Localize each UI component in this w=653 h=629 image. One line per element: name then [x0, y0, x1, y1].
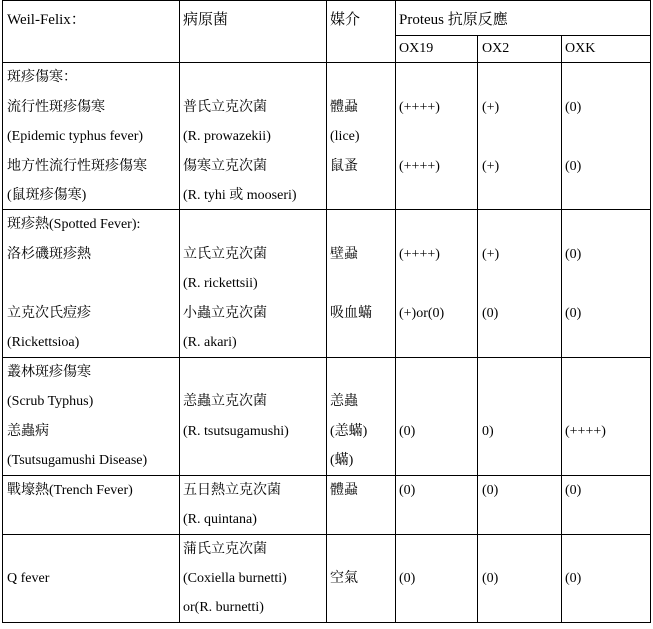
- pathogen-line: (R. rickettsii): [183, 276, 258, 291]
- pathogen-line: (Coxiella burnetti): [183, 571, 287, 586]
- disease-line: 流行性斑疹傷寒: [7, 100, 105, 115]
- pathogen-line: (R. tyhi 或 mooseri): [183, 188, 297, 203]
- disease-line: 地方性流行性斑疹傷寒: [7, 159, 147, 174]
- reaction-ox2: (0): [482, 306, 499, 321]
- disease-line: 洛杉磯斑疹熱: [7, 247, 91, 262]
- vector-line: 壁蝨: [330, 247, 358, 262]
- header-oxk: OXK: [565, 41, 596, 56]
- disease-line: (Tsutsugamushi Disease): [7, 453, 148, 468]
- pathogen-line: or(R. burnetti): [183, 600, 264, 615]
- disease-line: (Epidemic typhus fever): [7, 129, 144, 144]
- pathogen-line: (R. akari): [183, 335, 237, 350]
- header-weil-felix: Weil-Felix：: [7, 12, 86, 28]
- vector-line: 吸血蟎: [330, 306, 372, 321]
- header-sub-divider: [395, 35, 651, 36]
- reaction-ox2: (+): [482, 100, 500, 115]
- vector-line: (蟎): [330, 453, 354, 468]
- pathogen-line: 小蟲立克次菌: [183, 306, 267, 321]
- pathogen-line: 蒲氏立克次菌: [183, 542, 267, 557]
- header-pathogen: 病原菌: [183, 12, 229, 28]
- reaction-ox19: (+)or(0): [399, 306, 445, 321]
- disease-line: (Scrub Typhus): [7, 394, 94, 409]
- reaction-ox19: (0): [399, 571, 416, 586]
- disease-line: 立克次氏痘疹: [7, 306, 91, 321]
- reaction-ox19: (++++): [399, 100, 440, 115]
- reaction-ox2: (0): [482, 571, 499, 586]
- disease-line: 斑疹熱(Spotted Fever):: [7, 217, 141, 232]
- reaction-ox19: (0): [399, 483, 416, 498]
- pathogen-line: 五日熱立克次菌: [183, 483, 281, 498]
- pathogen-line: (R. quintana): [183, 512, 257, 527]
- col-divider-3: [395, 0, 396, 623]
- border-right: [650, 0, 651, 623]
- vector-line: 體蝨: [330, 100, 358, 115]
- disease-line: 斑疹傷寒：: [7, 70, 77, 85]
- reaction-ox19: (++++): [399, 159, 440, 174]
- vector-line: 鼠蚤: [330, 159, 358, 174]
- disease-line: (鼠斑疹傷寒): [7, 188, 87, 203]
- reaction-oxk: (0): [565, 571, 582, 586]
- reaction-oxk: (0): [565, 247, 582, 262]
- disease-line: 叢林斑疹傷寒: [7, 365, 91, 380]
- weil-felix-table: [2, 0, 651, 627]
- disease-line: (Rickettsioa): [7, 335, 80, 350]
- pathogen-line: 傷寒立克次菌: [183, 159, 267, 174]
- header-ox2: OX2: [482, 41, 510, 56]
- pathogen-line: 立氏立克次菌: [183, 247, 267, 262]
- reaction-ox2: 0): [482, 424, 494, 439]
- col-divider-2: [326, 0, 327, 623]
- reaction-oxk: (0): [565, 306, 582, 321]
- disease-line: 戰壕熱(Trench Fever): [7, 483, 133, 498]
- reaction-oxk: (0): [565, 483, 582, 498]
- disease-line: Q fever: [7, 571, 50, 586]
- col-divider-5: [561, 35, 562, 623]
- pathogen-line: (R. prowazekii): [183, 129, 271, 144]
- border-left: [2, 0, 3, 623]
- reaction-ox2: (+): [482, 247, 500, 262]
- reaction-ox2: (0): [482, 483, 499, 498]
- pathogen-line: (R. tsutsugamushi): [183, 424, 289, 439]
- col-divider-1: [179, 0, 180, 623]
- header-proteus-reaction: Proteus 抗原反應: [399, 12, 508, 28]
- reaction-ox19: (0): [399, 424, 416, 439]
- vector-line: (恙蟎): [330, 424, 368, 439]
- vector-line: (lice): [330, 129, 360, 144]
- vector-line: 體蝨: [330, 483, 358, 498]
- reaction-ox19: (++++): [399, 247, 440, 262]
- col-divider-4: [477, 35, 478, 623]
- vector-line: 空氣: [330, 571, 358, 586]
- disease-line: 恙蟲病: [7, 424, 49, 439]
- reaction-oxk: (0): [565, 100, 582, 115]
- pathogen-line: 普氏立克次菌: [183, 100, 267, 115]
- reaction-oxk: (++++): [565, 424, 606, 439]
- pathogen-line: 恙蟲立克次菌: [183, 394, 267, 409]
- header-ox19: OX19: [399, 41, 434, 56]
- reaction-ox2: (+): [482, 159, 500, 174]
- header-vector: 媒介: [330, 12, 361, 28]
- reaction-oxk: (0): [565, 159, 582, 174]
- vector-line: 恙蟲: [330, 394, 358, 409]
